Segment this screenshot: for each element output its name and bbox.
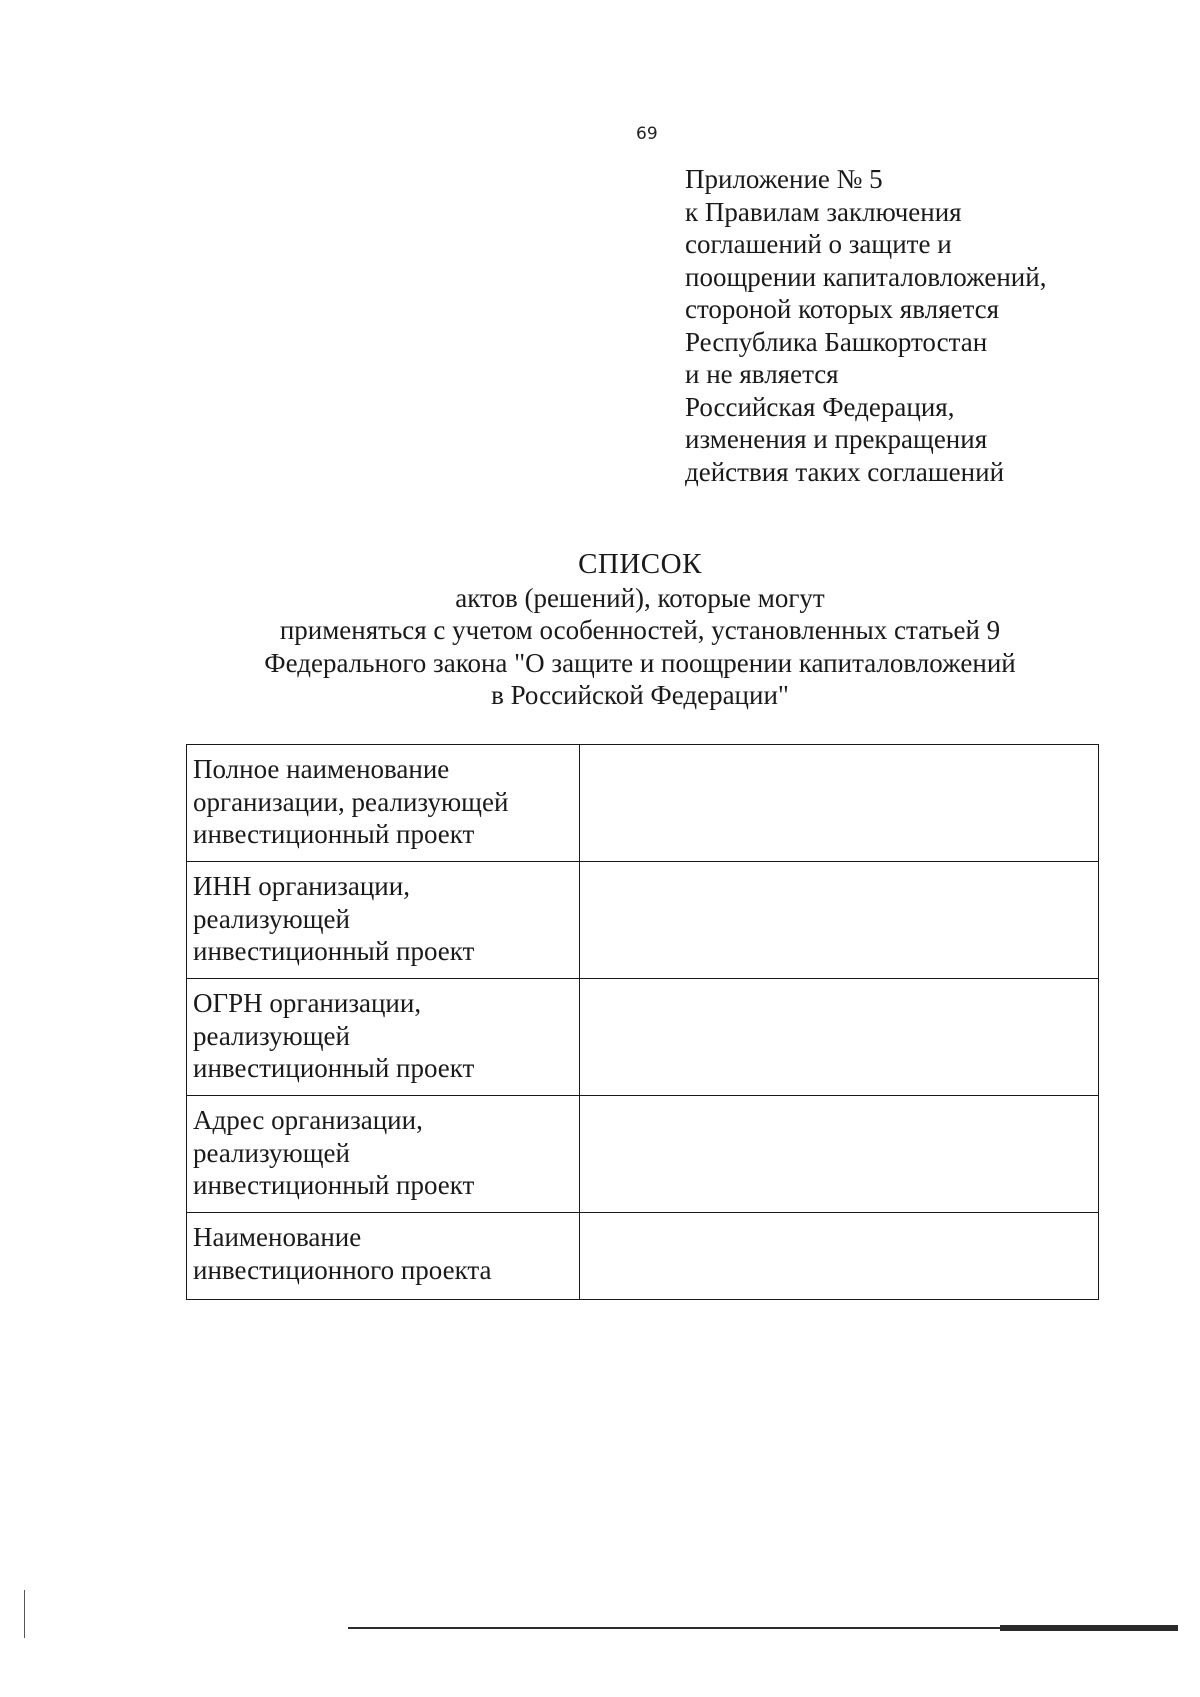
label-line: Наименование: [193, 1222, 362, 1252]
label-line: организации, реализующей: [193, 786, 509, 817]
label-line: инвестиционного проекта: [193, 1254, 492, 1285]
appendix-line: действия таких соглашений: [685, 456, 1005, 487]
value-cell-full-name[interactable]: [580, 745, 1099, 862]
row-label-ogrn: [187, 979, 580, 1096]
value-cell-project-name[interactable]: [580, 1213, 1099, 1300]
label-line: инвестиционный проект: [193, 1053, 475, 1083]
table-row: [187, 862, 1099, 979]
label-line: инвестиционный проект: [193, 1170, 475, 1200]
appendix-line: соглашений о защите и: [685, 229, 952, 259]
appendix-heading: [685, 163, 1046, 488]
appendix-line: Российская Федерация,: [685, 391, 955, 422]
appendix-line: Приложение № 5: [685, 164, 883, 194]
row-label-address: [187, 1096, 580, 1213]
document-subtitle-line: применяться с учетом особенностей, установленных статьей 9: [279, 615, 1001, 645]
row-label-full-name: [187, 745, 580, 862]
value-cell-inn[interactable]: [580, 862, 1099, 979]
label-line: Полное наименование: [193, 754, 450, 784]
appendix-line: поощрении капиталовложений,: [685, 261, 1047, 292]
label-line: реализующей: [193, 903, 350, 934]
table-row: [187, 1096, 1099, 1213]
bottom-scan-line-heavy: [1000, 1625, 1178, 1631]
label-line: ОГРН организации,: [193, 988, 422, 1018]
value-cell-ogrn[interactable]: [580, 979, 1099, 1096]
label-line: инвестиционный проект: [193, 819, 475, 849]
table-row: [187, 1213, 1099, 1300]
document-title: СПИСОК: [578, 548, 702, 580]
appendix-line: к Правилам заключения: [685, 196, 962, 227]
row-label-project-name: [187, 1213, 580, 1300]
label-line: ИНН организации,: [193, 871, 410, 901]
document-title-block: [150, 548, 1130, 712]
table-row: [187, 745, 1099, 862]
row-label-inn: [187, 862, 580, 979]
label-line: реализующей: [193, 1020, 350, 1051]
label-line: Адрес организации,: [193, 1105, 423, 1135]
document-subtitle-line: в Российской Федерации": [491, 680, 789, 710]
appendix-line: стороной которых является: [685, 294, 1000, 324]
appendix-line: и не является: [685, 359, 839, 389]
appendix-line: изменения и прекращения: [685, 424, 988, 454]
value-cell-address[interactable]: [580, 1096, 1099, 1213]
appendix-line: Республика Башкортостан: [685, 326, 988, 357]
document-subtitle-line: Федерального закона "О защите и поощрении капиталовложений: [264, 647, 1016, 678]
table-row: [187, 979, 1099, 1096]
page-number: 69: [636, 124, 658, 144]
document-subtitle-line: актов (решений), которые могут: [455, 582, 825, 613]
label-line: инвестиционный проект: [193, 936, 475, 966]
organization-form-table: [186, 744, 1099, 1300]
label-line: реализующей: [193, 1137, 350, 1168]
scan-edge-mark: [24, 1590, 25, 1638]
